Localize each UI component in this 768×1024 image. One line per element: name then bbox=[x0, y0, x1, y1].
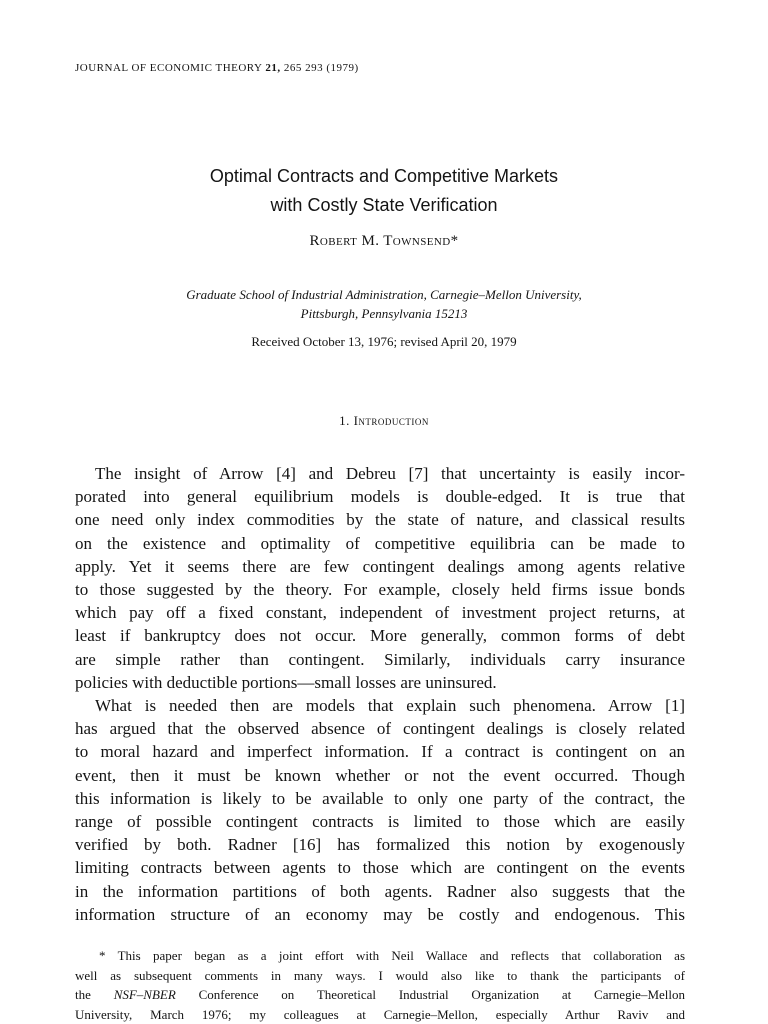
body-line: are simple rather than contingent. Similarly, individuals carry insurance bbox=[75, 649, 685, 669]
title-line-2: with Costly State Verification bbox=[270, 195, 498, 215]
footnote bbox=[75, 946, 685, 1024]
body-line: verified by both. Radner [16] has formalized this notion by exogenously bbox=[75, 835, 685, 855]
body-line: has argued that the observed absence of contingent dealings is closely related bbox=[75, 719, 685, 739]
footnote-line: well as subsequent comments in many ways. I would also like to thank the participants of bbox=[75, 967, 685, 983]
author-name: Robert M. Townsend* bbox=[309, 233, 459, 249]
footnote-line3-pre: the bbox=[75, 987, 114, 1003]
body-line: this information is likely to be available to only one party of the contract, the bbox=[75, 788, 685, 808]
journal-name: JOURNAL OF ECONOMIC THEORY bbox=[75, 62, 263, 74]
footnote-line: * This paper began as a joint effort with Neil Wallace and reflects that collaboration as bbox=[99, 948, 685, 963]
body-line: to those suggested by the theory. For example, closely held firms issue bonds bbox=[75, 580, 685, 600]
body-line: information structure of an economy may be costly and endogenous. This bbox=[75, 904, 685, 924]
nsf-nber-label: NSF–NBER bbox=[113, 987, 176, 1003]
journal-header bbox=[75, 62, 359, 74]
affiliation-line-2: Pittsburgh, Pennsylvania 15213 bbox=[300, 306, 468, 321]
body-line: in the information partitions of both agents. Radner also suggests that the bbox=[75, 881, 685, 901]
section-heading bbox=[0, 413, 768, 429]
body-line: event, then it must be known whether or not the event occurred. Though bbox=[75, 765, 685, 785]
body-line: limiting contracts between agents to those which are contingent on the events bbox=[75, 858, 685, 878]
footnote-line: University, March 1976; my colleagues at Carnegie–Mellon, especially Arthur Raviv and bbox=[75, 1006, 685, 1022]
body-line: policies with deductible portions—small losses are uninsured. bbox=[75, 672, 497, 692]
affiliation-line-1: Graduate School of Industrial Administration, Carnegie–Mellon University, bbox=[186, 287, 582, 302]
body-line: apply. Yet it seems there are few contingent dealings among agents relative bbox=[75, 556, 685, 576]
section-title: Introduction bbox=[353, 413, 429, 428]
journal-pages: 265 293 bbox=[283, 62, 324, 74]
footnote-line-3 bbox=[75, 985, 685, 1005]
received-dates: Received October 13, 1976; revised April 20, 1979 bbox=[251, 334, 517, 349]
body-line: to moral hazard and imperfect information. If a contract is contingent on an bbox=[75, 742, 685, 762]
section-number: 1. bbox=[339, 413, 350, 428]
body-line: one need only index commodities by the state of nature, and classical results bbox=[75, 510, 685, 530]
footnote-line3-post: Conference on Theoretical Industrial Organization at Carnegie–Mellon bbox=[175, 987, 686, 1003]
paper-title bbox=[0, 162, 768, 220]
journal-volume: 21, bbox=[265, 62, 281, 74]
body-line: What is needed then are models that explain such phenomena. Arrow [1] bbox=[95, 696, 685, 716]
body-line: least if bankruptcy does not occur. More generally, common forms of debt bbox=[75, 626, 685, 646]
title-line-1: Optimal Contracts and Competitive Markets bbox=[209, 166, 559, 186]
body-line: which pay off a fixed constant, independent of investment project returns, at bbox=[75, 603, 685, 623]
body-text bbox=[75, 462, 685, 926]
body-line: The insight of Arrow [4] and Debreu [7] that uncertainty is easily incor- bbox=[95, 464, 685, 483]
body-line: porated into general equilibrium models is double-edged. It is true that bbox=[75, 487, 685, 507]
journal-year: (1979) bbox=[326, 62, 359, 74]
body-line: on the existence and optimality of competitive equilibria can be made to bbox=[75, 533, 685, 553]
affiliation bbox=[0, 285, 768, 323]
body-line: range of possible contingent contracts is limited to those which are easily bbox=[75, 812, 685, 832]
